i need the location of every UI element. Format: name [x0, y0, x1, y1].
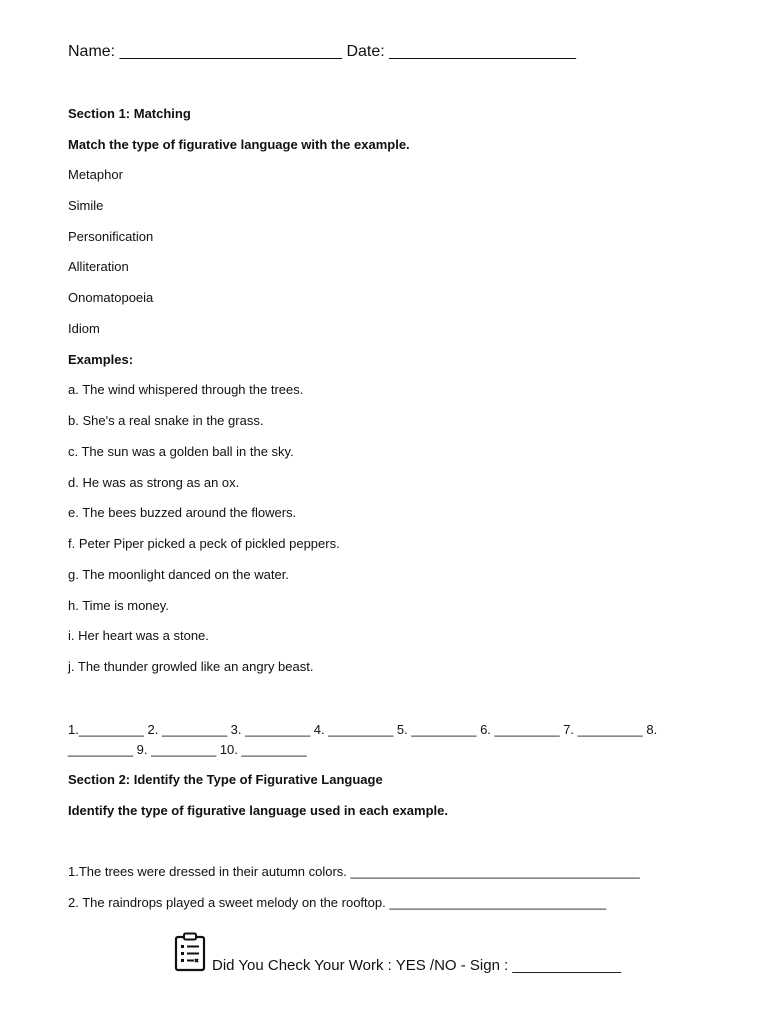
term-item: Onomatopoeia	[68, 290, 154, 305]
name-date-line: Name: _________________________ Date: _____________________	[68, 43, 577, 60]
answer-blanks[interactable]: 1._________ 2. _________ 3. _________ 4. _________ 5. _________ 6. _________ 7. _________ 8. _________ 9. _________ 10. _________	[68, 722, 658, 757]
example-item: a. The wind whispered through the trees.	[68, 382, 304, 397]
term-item: Personification	[68, 229, 154, 244]
term-item: Simile	[68, 198, 104, 213]
identify-item[interactable]: 1.The trees were dressed in their autumn colors. ________________________________________	[68, 864, 640, 879]
example-item: g. The moonlight danced on the water.	[68, 567, 289, 582]
example-item: i. Her heart was a stone.	[68, 628, 209, 643]
example-item: c. The sun was a golden ball in the sky.	[68, 444, 294, 459]
section2-title: Section 2: Identify the Type of Figurative Language	[68, 772, 383, 787]
example-item: e. The bees buzzed around the flowers.	[68, 505, 297, 520]
clipboard-checklist-icon	[174, 932, 206, 972]
term-item: Idiom	[68, 321, 100, 336]
example-item: f. Peter Piper picked a peck of pickled peppers.	[68, 536, 340, 551]
check-work-text: Did You Check Your Work : YES /NO - Sign : _____________	[212, 957, 621, 974]
section1-title: Section 1: Matching	[68, 106, 191, 121]
term-item: Metaphor	[68, 167, 123, 182]
section2-instruction: Identify the type of figurative language used in each example.	[68, 803, 448, 818]
term-item: Alliteration	[68, 259, 129, 274]
example-item: j. The thunder growled like an angry beast.	[68, 659, 314, 674]
example-item: b. She's a real snake in the grass.	[68, 413, 264, 428]
identify-item[interactable]: 2. The raindrops played a sweet melody on the rooftop. ______________________________	[68, 895, 607, 910]
example-item: d. He was as strong as an ox.	[68, 475, 240, 490]
check-work-footer	[174, 932, 694, 976]
section1-instruction: Match the type of figurative language with the example.	[68, 137, 410, 152]
example-item: h. Time is money.	[68, 598, 169, 613]
examples-heading: Examples:	[68, 352, 134, 367]
